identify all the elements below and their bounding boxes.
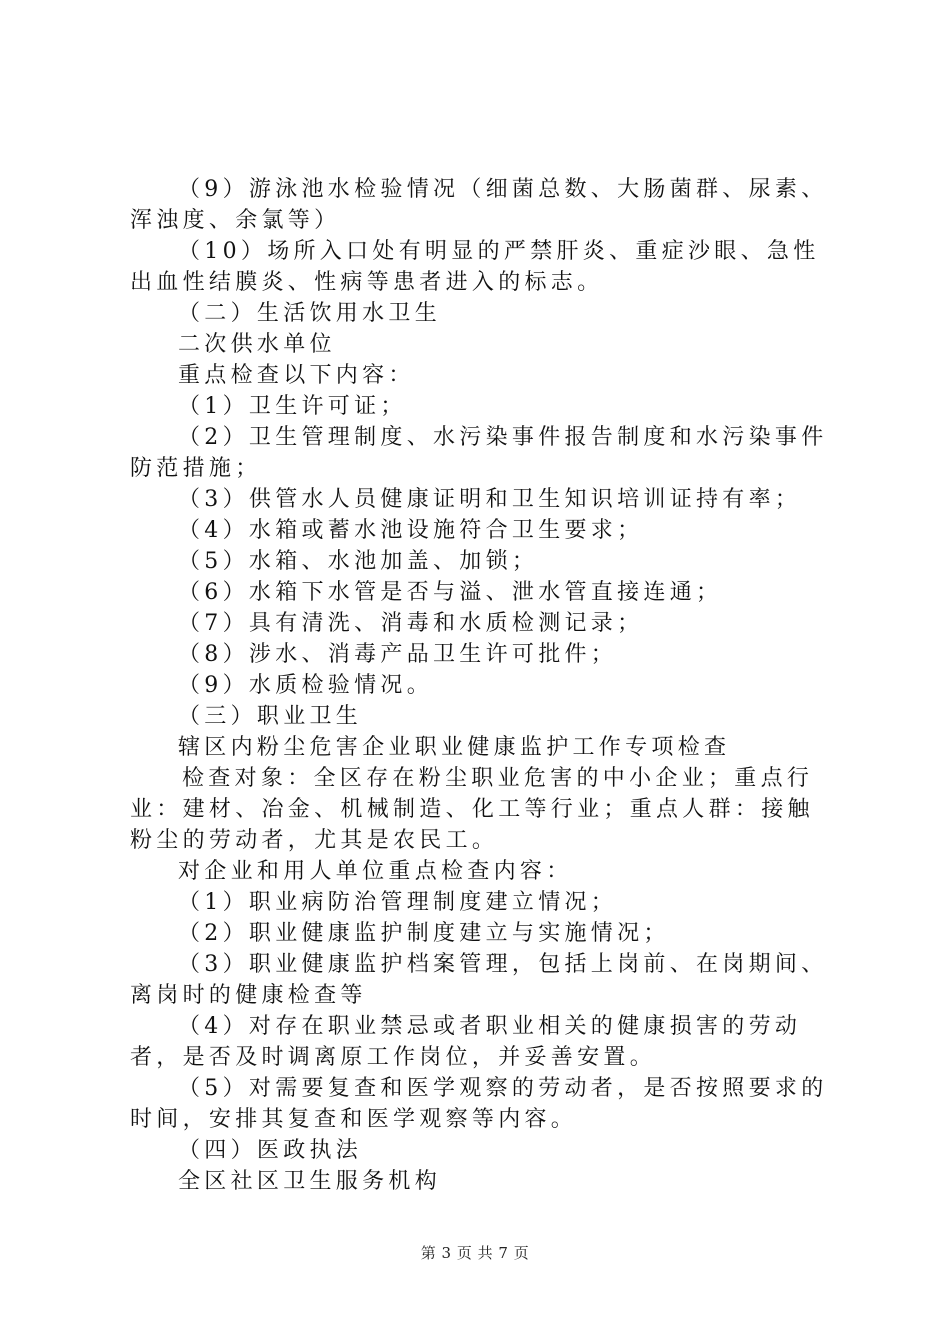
paragraph: （三）职业卫生 (178, 704, 363, 729)
paragraph: 重点检查以下内容： (178, 363, 415, 388)
paragraph: （3）职业健康监护档案管理，包括上岗前、在岗期间、离岗时的健康检查等 (130, 952, 828, 1008)
paragraph: （10）场所入口处有明显的严禁肝炎、重症沙眼、急性出血性结膜炎、性病等患者进入的标志。 (130, 239, 820, 295)
paragraph: （6）水箱下水管是否与溢、泄水管直接连通； (178, 580, 723, 605)
paragraph: （3）供管水人员健康证明和卫生知识培训证持有率； (178, 487, 802, 512)
paragraph: （8）涉水、消毒产品卫生许可批件； (178, 642, 618, 667)
paragraph: （7）具有清洗、消毒和水质检测记录； (178, 611, 644, 636)
paragraph: 检查对象：全区存在粉尘职业危害的中小企业；重点行业：建材、冶金、机械制造、化工等行业；重点人群：接触粉尘的劳动者，尤其是农民工。 (130, 766, 814, 853)
paragraph: （2）卫生管理制度、水污染事件报告制度和水污染事件防范措施； (130, 425, 828, 481)
paragraph: （1）职业病防治管理制度建立情况； (178, 890, 618, 915)
paragraph: （4）水箱或蓄水池设施符合卫生要求； (178, 518, 644, 543)
paragraph: （1）卫生许可证； (178, 394, 407, 419)
paragraph: （4）对存在职业禁忌或者职业相关的健康损害的劳动者，是否及时调离原工作岗位，并妥善安置。 (130, 1014, 802, 1070)
paragraph: （二）生活饮用水卫生 (178, 301, 442, 326)
paragraph: （9）游泳池水检验情况（细菌总数、大肠菌群、尿素、浑浊度、余氯等） (130, 177, 828, 233)
paragraph: （9）水质检验情况。 (178, 673, 433, 698)
page-footer: 第 3 页 共 7 页 (420, 1244, 530, 1262)
paragraph: （5）对需要复查和医学观察的劳动者，是否按照要求的时间，安排其复查和医学观察等内容。 (130, 1076, 828, 1132)
paragraph: 对企业和用人单位重点检查内容： (178, 859, 573, 884)
paragraph: 二次供水单位 (178, 332, 336, 357)
paragraph: 辖区内粉尘危害企业职业健康监护工作专项检查 (178, 735, 731, 760)
document-body (130, 174, 830, 1197)
paragraph: （5）水箱、水池加盖、加锁； (178, 549, 539, 574)
paragraph: （四）医政执法 (178, 1138, 363, 1163)
paragraph: 全区社区卫生服务机构 (178, 1169, 442, 1194)
paragraph: （2）职业健康监护制度建立与实施情况； (178, 921, 670, 946)
